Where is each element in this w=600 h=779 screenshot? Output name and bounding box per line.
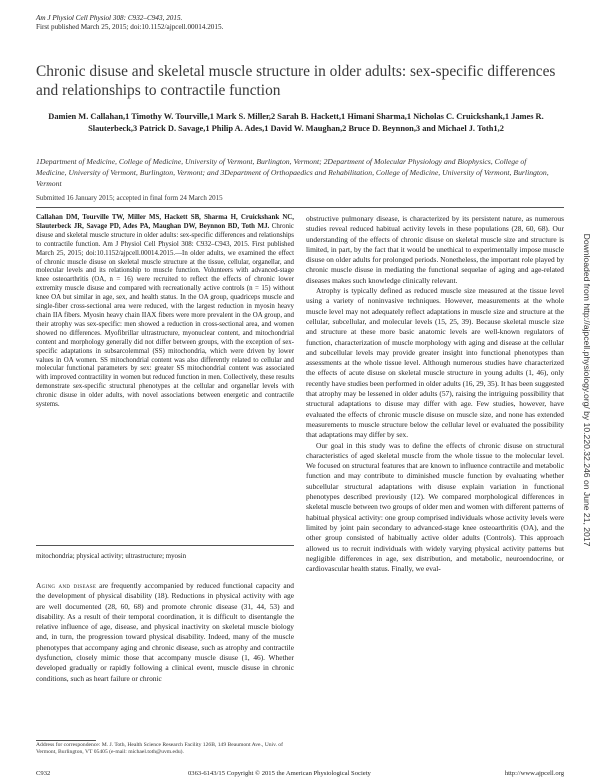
- download-watermark: [580, 180, 594, 600]
- abstract: [36, 214, 294, 410]
- body-paragraph: obstructive pulmonary disease, is characterized by its persistent nature, as numerous studies reveal reduced habitual activity levels in these populations (28, 60, 68). Our understanding of the effects of chronic disuse on skeletal muscle size and structure is limited, in part, by the fact that it would be unethical to experimentally impose muscle disuse on older adults for prolonged periods. Nonetheless, the important role played by chronic muscle disuse in mediating the functional sequelae of aging and age-related diseases makes such knowledge clinically relevant.: [306, 214, 564, 285]
- journal-url[interactable]: http://www.ajpcell.org: [504, 770, 564, 777]
- author-list: Damien M. Callahan,1 Timothy W. Tourville,1 Mark S. Miller,2 Sarah B. Hackett,1 Himani Sharma,1 Nicholas C. Cruickshank,1 James R. Slauterbeck,3 Patrick D. Savage,1 Philip A. Ades,1 David W. Maughan,2 Bruce D. Beynnon,3 and Michael J. Toth1,2: [48, 112, 544, 133]
- affiliations: 1Department of Medicine, College of Medicine, University of Vermont, Burlington, Vermont; 2Department of Molecular Physiology and Biophysics, College of Medicine, University of Vermont, Burlington, Vermont; and 3Department of Orthopaedics and Rehabilitation, College of Medicine, University of Vermont, Burlington, Vermont: [36, 157, 549, 188]
- page-number: C932: [36, 770, 51, 777]
- intro-text: are frequently accompanied by reduced functional capacity and the development of physical disability (18). Reductions in physical activity with age are well documented (28, 60, 68) and promote chronic disease (31, 44, 53) and disability. As a result of their temporal coordination, it is difficult to disentangle the relative influence of age, disease, and physical inactivity on skeletal muscle biology and, in turn, the progression toward physical disability. Indeed, many of the muscle phenotypes that accompany aging and chronic disease, such as atrophy and contractile dysfunction, closely mimic those that accompany muscle disuse (1, 46). Whether developed gradually or rapidly following a clinical event, muscle disuse in chronic conditions, such as heart failure or chronic: [36, 581, 294, 683]
- intro-paragraph: [36, 581, 294, 684]
- keywords: mitochondria; physical activity; ultrastructure; myosin: [36, 553, 187, 560]
- body-paragraph: Atrophy is typically defined as reduced muscle size measured at the tissue level using a variety of noninvasive techniques. However, measurements at the whole muscle level may not adequately reflect adaptations in muscle size and structure at the cellular, subcellular, and molecular levels (15, 25, 39). Because skeletal muscle size and structure at these more basic anatomic levels are well-known regulators of function, characterization of muscle morphology with aging and disease at the cellular and subcellular levels may provide greater insight into functional phenotypes than assessments at the whole tissue level. Although numerous studies have characterized the effects of acute disuse on skeletal muscle structure in young adults (1, 46), only recently have studies been performed in older adults (16, 29, 35). It has been suggested that atrophy may be lessened in older adults (57), raising the intriguing possibility that structural adaptations to disuse may differ with age. Few studies, however, have evaluated the effects of chronic muscle disuse on muscle size, and none has extended measurements to muscle structure below the cellular level or evaluated the possibility that adaptations may differ by sex.: [306, 286, 564, 440]
- copyright-line: 0363-6143/15 Copyright © 2015 the American Physiological Society: [188, 770, 371, 777]
- intro-lead: Aging and disease: [36, 581, 97, 590]
- abstract-citation: Callahan DM, Tourville TW, Miller MS, Hackett SB, Sharma H, Cruickshank NC, Slauterbeck JR, Savage PD, Ades PA, Maughan DW, Beynnon BD, Toth MJ.: [36, 214, 294, 230]
- journal-citation: Am J Physiol Cell Physiol 308: C932–C943, 2015.: [36, 14, 183, 22]
- journal-header: [36, 14, 223, 32]
- right-column: [306, 214, 564, 574]
- header-divider: [36, 207, 564, 208]
- submission-dates: Submitted 16 January 2015; accepted in final form 24 March 2015: [36, 194, 223, 202]
- article-title: Chronic disuse and skeletal muscle structure in older adults: sex-specific differences and relationships to contractile function: [36, 63, 556, 99]
- footnote-divider: [36, 740, 96, 741]
- body-paragraph: Our goal in this study was to define the effects of chronic disuse on structural characteristics of aged skeletal muscle from the whole tissue to the molecular level. We focused on structural features that are known to influence contractile and metabolic function and may contribute to diminished muscle function by evaluating whether subcellular structural adaptations with disuse explain variation in functional phenotypes described previously (12). We compared morphological differences in skeletal muscle between two groups of older men and women with different patterns of habitual physical activity: one group comprised individuals whose activity levels were limited by joint pain secondary to advanced-stage knee osteoarthritis (OA), and the other group consisted of habitually active older adults (Controls). This approach allowed us to recruit individuals with widely varying physical activity patterns but negligible differences in age, sex distribution, and metabolic, neuroendocrine, or cardiovascular health status. Finally, we eval-: [306, 440, 564, 574]
- correspondence-footnote: Address for correspondence: M. J. Toth, Health Science Research Facility 126B, 149 Beaumont Ave., Univ. of Vermont, Burlington, VT 05405 (e-mail: michael.toth@uvm.edu).: [36, 742, 283, 756]
- abstract-body: Chronic disuse and skeletal muscle structure in older adults: sex-specific differences and relationships to contractile function. Am J Physiol Cell Physiol 308: C932–C943, 2015. First published March 25, 2015; doi:10.1152/ajpcell.00014.2015.—In older adults, we examined the effect of chronic muscle disuse on skeletal muscle structure at the tissue, cellular, organellar, and molecular levels and its relationship to muscle function. Volunteers with advanced-stage knee osteoarthritis (OA, n = 16) were recruited to reflect the effects of chronic lower extremity muscle disuse and compared with recreationally active controls (n = 15) without knee OA but similar in age, sex, and health status. In the OA group, quadriceps muscle and single-fiber cross-sectional area were reduced, with the largest reduction in myosin heavy chain IIA fibers. Myosin heavy chain IIAX fibers were more prevalent in the OA group, and their atrophy was sex-specific: men showed a reduction in cross-sectional area, and women showed no differences. Myofibrillar ultrastructure, myonuclear content, and mitochondrial content and morphology generally did not differ between groups, with the exception of sex-specific adaptations in subsarcolemmal (SS) mitochondria, which were driven by lower values in OA women. SS mitochondrial content was also differently related to cellular and molecular functional parameters by sex: greater SS mitochondrial content was associated with improved contractility in women but reduced function in men. Collectively, these results demonstrate sex-specific structural phenotypes at the cellular and organellar levels with chronic disuse in older adults, with novel associations between energetic and contractile systems.: [36, 222, 294, 409]
- download-watermark-text: Downloaded from http://ajpcell.physiology.org/ by 10.220.32.246 on June 21, 2017: [582, 233, 592, 547]
- keywords-divider: [36, 545, 294, 546]
- published-line: First published March 25, 2015; doi:10.1152/ajpcell.00014.2015.: [36, 23, 224, 31]
